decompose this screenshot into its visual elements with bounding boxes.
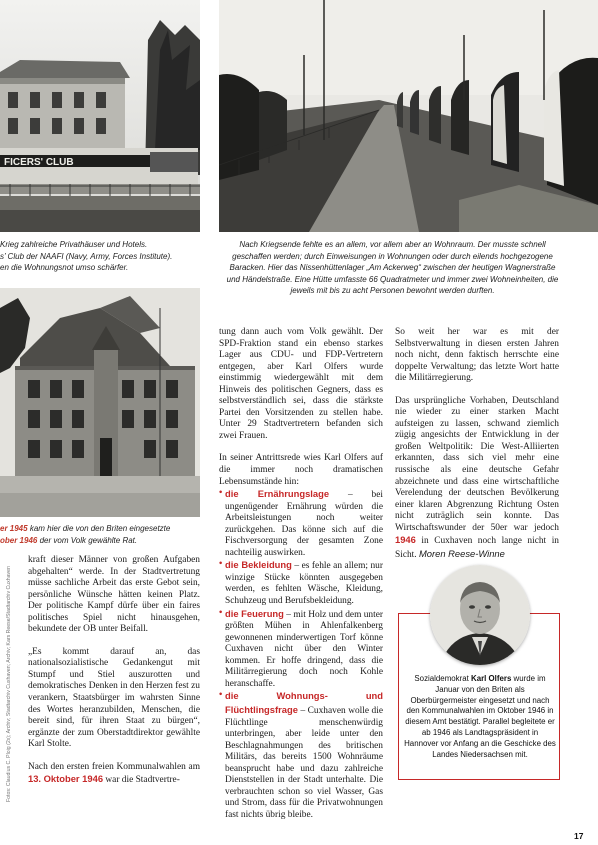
photo-town-hall bbox=[0, 288, 200, 517]
list-term: die Feuerung bbox=[225, 607, 284, 619]
caption-text: der vom Volk gewählte Rat. bbox=[37, 535, 138, 545]
portrait-karl-olfers bbox=[430, 565, 530, 665]
text-span: Das ursprüngliche Vorhaben, Deutschland nie wieder zu einer starken Macht aufsteigen zu lassen, schwand ziemlich zügig angesichts der Entwicklung in der großen Weltpolitik: Die West-Alliierten erkannten, dass sich viel mehr eine russische als eine deutsche Gefahr abzeichnete und dass eine wirtschaftliche Verelendung der deutschen Bevölkerung einer klaren Abgrenzung Richtung Osten nicht zuträglich sein konnte. Das Wirtschaftswunder der 50er war jedoch bbox=[395, 395, 559, 533]
list-text: – es fehle an allem; nur winzige Stücke könnten ausgegeben werden, es fehlten Wäsche, Kleidung, Schuhzeug und Berufsbekleidung. bbox=[225, 561, 383, 607]
text-span: war die Stadtvertre- bbox=[103, 775, 180, 786]
photo-nissen-huts bbox=[219, 0, 598, 232]
text-span: in Cuxhaven noch lange nicht in Sicht. bbox=[395, 536, 559, 560]
text-span: wurde im Januar von den Briten als Oberbürgermeister eingesetzt und nach den Kommunalwahlen im Oktober 1946 in diesem Amt bestätigt. Parallel begleitete er ab 1946 als Landtagspräsident in Hannover vor Anfang an die Geschicke des Landes Niedersachsen mit. bbox=[404, 674, 556, 759]
list-item bbox=[219, 690, 383, 821]
bullet-icon: • bbox=[219, 690, 223, 701]
caption-line: en die Wohnungsnot umso schärfer. bbox=[0, 263, 129, 273]
article-column-2 bbox=[219, 327, 383, 821]
text-span: Sozialdemokrat bbox=[414, 674, 471, 683]
caption-line bbox=[0, 535, 210, 547]
caption-date-highlight: ober 1946 bbox=[0, 535, 38, 545]
article-column-3 bbox=[395, 327, 559, 561]
list-term: die Bekleidung bbox=[225, 559, 292, 571]
list-text: – bei ungenügender Ernährung würden die Arbeitsleistungen noch weiter zurückgehen. Das könne sich auf die Fischversorgung der gesamten Zone nachteilig auswirken. bbox=[225, 490, 383, 558]
bullet-icon: • bbox=[219, 607, 223, 618]
paragraph: So weit her war es mit der Selbstverwaltung in diesen ersten Jahren noch nicht, denn faktisch herrschte eine doppelte Verwaltung; das letzte Wort hatte die Militärregierung. bbox=[395, 327, 559, 384]
living-conditions-list bbox=[219, 488, 383, 821]
list-item bbox=[219, 488, 383, 559]
officers-club-sign: FICERS' CLUB bbox=[4, 157, 74, 168]
list-term: die Wohnungs- und Flüchtlingsfrage bbox=[225, 690, 383, 715]
paragraph bbox=[395, 396, 559, 562]
caption-line bbox=[0, 523, 210, 535]
paragraph bbox=[28, 762, 200, 787]
paragraph: In seiner Antrittsrede wies Karl Olfers auf die immer noch dramatischen Lebensumstände hin: bbox=[219, 453, 383, 487]
author-byline: Moren Reese-Winne bbox=[418, 547, 505, 559]
person-name: Karl Olfers bbox=[471, 674, 512, 683]
date-highlight: 13. Oktober 1946 bbox=[28, 773, 104, 785]
sidebar-text bbox=[404, 674, 556, 760]
list-item bbox=[219, 559, 383, 607]
bullet-icon: • bbox=[219, 488, 223, 499]
bullet-icon: • bbox=[219, 559, 223, 570]
text-span: Nach den ersten freien Kommunalwahlen am bbox=[28, 761, 200, 772]
list-term: die Ernährungslage bbox=[225, 488, 330, 500]
date-highlight: 1946 bbox=[395, 534, 416, 546]
photo-officers-club bbox=[0, 0, 200, 232]
caption-town-hall bbox=[0, 523, 210, 546]
paragraph: tung dann auch vom Volk gewählt. Der SPD-Fraktion stand ein ebenso starkes Lager aus CDU- und FDP-Vertretern entgegen, aber Karl Olfers wurde einstimmig wiedergewählt mit dem Hinweis des politischen Gegners, dass es selbstverständlich sei, dass die stärkste Partei den Vorsitzenden zu stellen habe. Unter 29 Stadtvertretern befanden sich zwei Frauen. bbox=[219, 327, 383, 441]
caption-officers-club bbox=[0, 239, 210, 274]
caption-line: s’ Club der NAAFI (Navy, Army, Forces Institute). bbox=[0, 251, 173, 261]
caption-text: kam hier die von den Briten eingesetzte bbox=[27, 524, 171, 533]
photo-credit: Fotos: Claudius C. Ploig (2x); Archiv; Stadtarchiv Cuxhaven; Archiv; Kars Reese/Stadtarchiv Cuxhaven bbox=[6, 566, 12, 802]
list-text: – Cuxhaven wolle die Flüchtlinge menschenwürdig unterbringen, aber leide unter den Beschlagnahmungen des britischen Militärs, das bereits 1500 Wohnräume beansprucht habe und dazu zahlreiche Dienststellen in der Stadt unterhalte. Die verbrauchten schon so viel Wasser, Gas und Strom, dass für die Privatwohnungen fast nichts übrig bleibe. bbox=[225, 705, 383, 820]
page-number: 17 bbox=[574, 831, 584, 841]
paragraph: kraft dieser Männer von großen Aufgaben abgehalten“ werde. In der Stadtvertretung müsse sachliche Arbeit das erste Gebot sein, persönliche Wünsche hätten keinen Platz. Der politische Kampf dürfe über ein faires politisches Spiel nicht hinausgehen, bekundete der OB unter Beifall. bbox=[28, 555, 200, 635]
article-column-1 bbox=[28, 555, 200, 787]
list-item bbox=[219, 608, 383, 691]
list-text: – mit Holz und dem unter größten Mühen in Ahlenfalkenberg gewonnenen minderwertigen Torf könne Cuxhaven nicht über den Winter kommen. Er hoffe dringend, dass die Militärregierung doch noch Kohle heranschaffe. bbox=[225, 609, 383, 689]
paragraph: „Es kommt darauf an, das nationalsozialistische Gedankengut mit Stumpf und Stiel auszurotten und demokratisches Denken in den Herzen fest zu verankern, Staatsbürger im wahrsten Sinne des Wortes heranzubilden, Menschen, die bereit sind, für ihren Staat zu bürgen“, ergänzte der zum Oberstadtdirektor gewählte Karl Stolte. bbox=[28, 646, 200, 750]
caption-nissen-huts: Nach Kriegsende fehlte es an allem, vor allem aber an Wohnraum. Der musste schnell geschaffen werden; durch Einweisungen in Wohnungen oder durch eilends hochgezogene Baracken. Hier das Nissenhüttenlager „Am Ackerweg“ zwischen der heutigen Wagnerstraße und Händelstraße. Eine Hütte umfasste 66 Quadratmeter und immer zwei Wohneinheiten, die jeweils mit bis zu acht Personen bewohnt werden durften. bbox=[226, 240, 559, 296]
caption-date-highlight: er 1945 bbox=[0, 524, 28, 533]
caption-line: Krieg zahlreiche Privathäuser und Hotels. bbox=[0, 240, 148, 249]
